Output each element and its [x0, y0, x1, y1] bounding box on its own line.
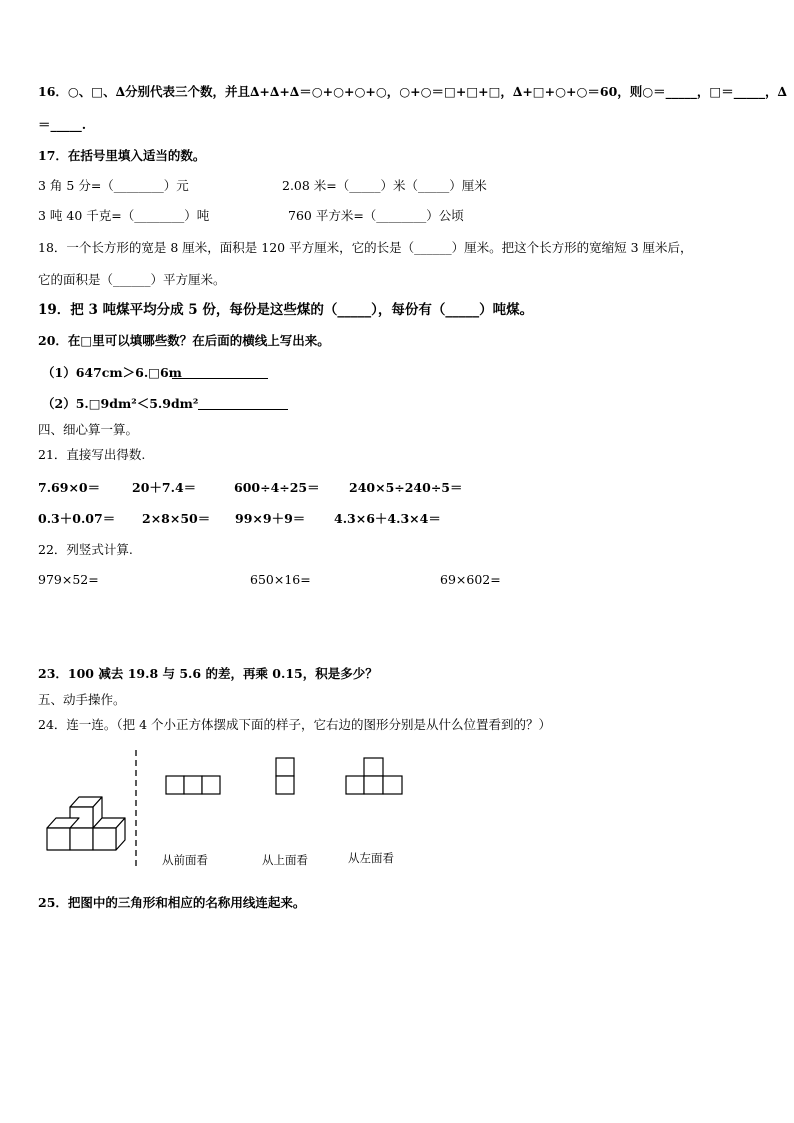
q17-item-d: 760 平方米=（________）公顷 [288, 208, 464, 223]
caption-top-view: 从上面看 [262, 853, 308, 867]
q16-line2: ＝_____. [38, 117, 87, 132]
q18-line1: 18．一个长方形的宽是 8 厘米，面积是 120 平方厘米，它的长是（______）厘米。把这个长方形的宽缩短 3 厘米后， [38, 240, 693, 255]
q20-item-a: （1）647cm＞6.□6m [42, 365, 182, 380]
q20-item-b: （2）5.□9dm²＜5.9dm² [42, 396, 199, 411]
q17-title: 17．在括号里填入适当的数。 [38, 148, 206, 163]
section-5-heading: 五、动手操作。 [38, 692, 126, 707]
q20-title: 20．在□里可以填哪些数？在后面的横线上写出来。 [38, 333, 330, 348]
section-4-heading: 四、细心算一算。 [38, 422, 139, 437]
q21-r1-c4: 240×5÷240÷5＝ [349, 480, 463, 495]
caption-front-view: 从前面看 [162, 853, 208, 867]
q17-item-a: 3 角 5 分=（________）元 [38, 178, 189, 193]
q21-r2-c2: 2×8×50＝ [142, 511, 211, 526]
q17-item-c: 3 吨 40 千克=（________）吨 [38, 208, 210, 223]
q24-title: 24．连一连。（把 4 个小正方体摆成下面的样子，它右边的图形分别是从什么位置看到的？） [38, 717, 552, 732]
q22-item-3: 69×602= [440, 572, 501, 587]
q21-r2-c4: 4.3×6＋4.3×4＝ [334, 511, 441, 526]
q21-r1-c2: 20＋7.4＝ [132, 480, 197, 495]
q22-title: 22．列竖式计算. [38, 542, 133, 557]
q17-item-b: 2.08 米=（_____）米（_____）厘米 [282, 178, 487, 193]
q22-item-2: 650×16= [250, 572, 311, 587]
q19-text: 19．把 3 吨煤平均分成 5 份，每份是这些煤的（_____），每份有（_____）吨煤。 [38, 302, 534, 318]
q21-title: 21．直接写出得数. [38, 447, 146, 462]
caption-left-view: 从左面看 [348, 851, 394, 865]
q21-r1-c3: 600÷4÷25＝ [234, 480, 320, 495]
q22-item-1: 979×52= [38, 572, 99, 587]
q21-r2-c1: 0.3＋0.07＝ [38, 511, 116, 526]
q18-line2: 它的面积是（______）平方厘米。 [38, 272, 226, 287]
q23-text: 23．100 减去 19.8 与 5.6 的差，再乘 0.15，积是多少？ [38, 666, 378, 681]
q25-text: 25．把图中的三角形和相应的名称用线连起来。 [38, 895, 306, 910]
q21-r1-c1: 7.69×0＝ [38, 480, 101, 495]
q16-line1: 16．○、□、∆分别代表三个数，并且∆+∆+∆＝○+○+○+○，○+○＝□+□+□，∆+□+○+○＝60，则○＝_____，□＝_____，∆ [38, 84, 787, 99]
q21-r2-c3: 99×9＋9＝ [235, 511, 306, 526]
